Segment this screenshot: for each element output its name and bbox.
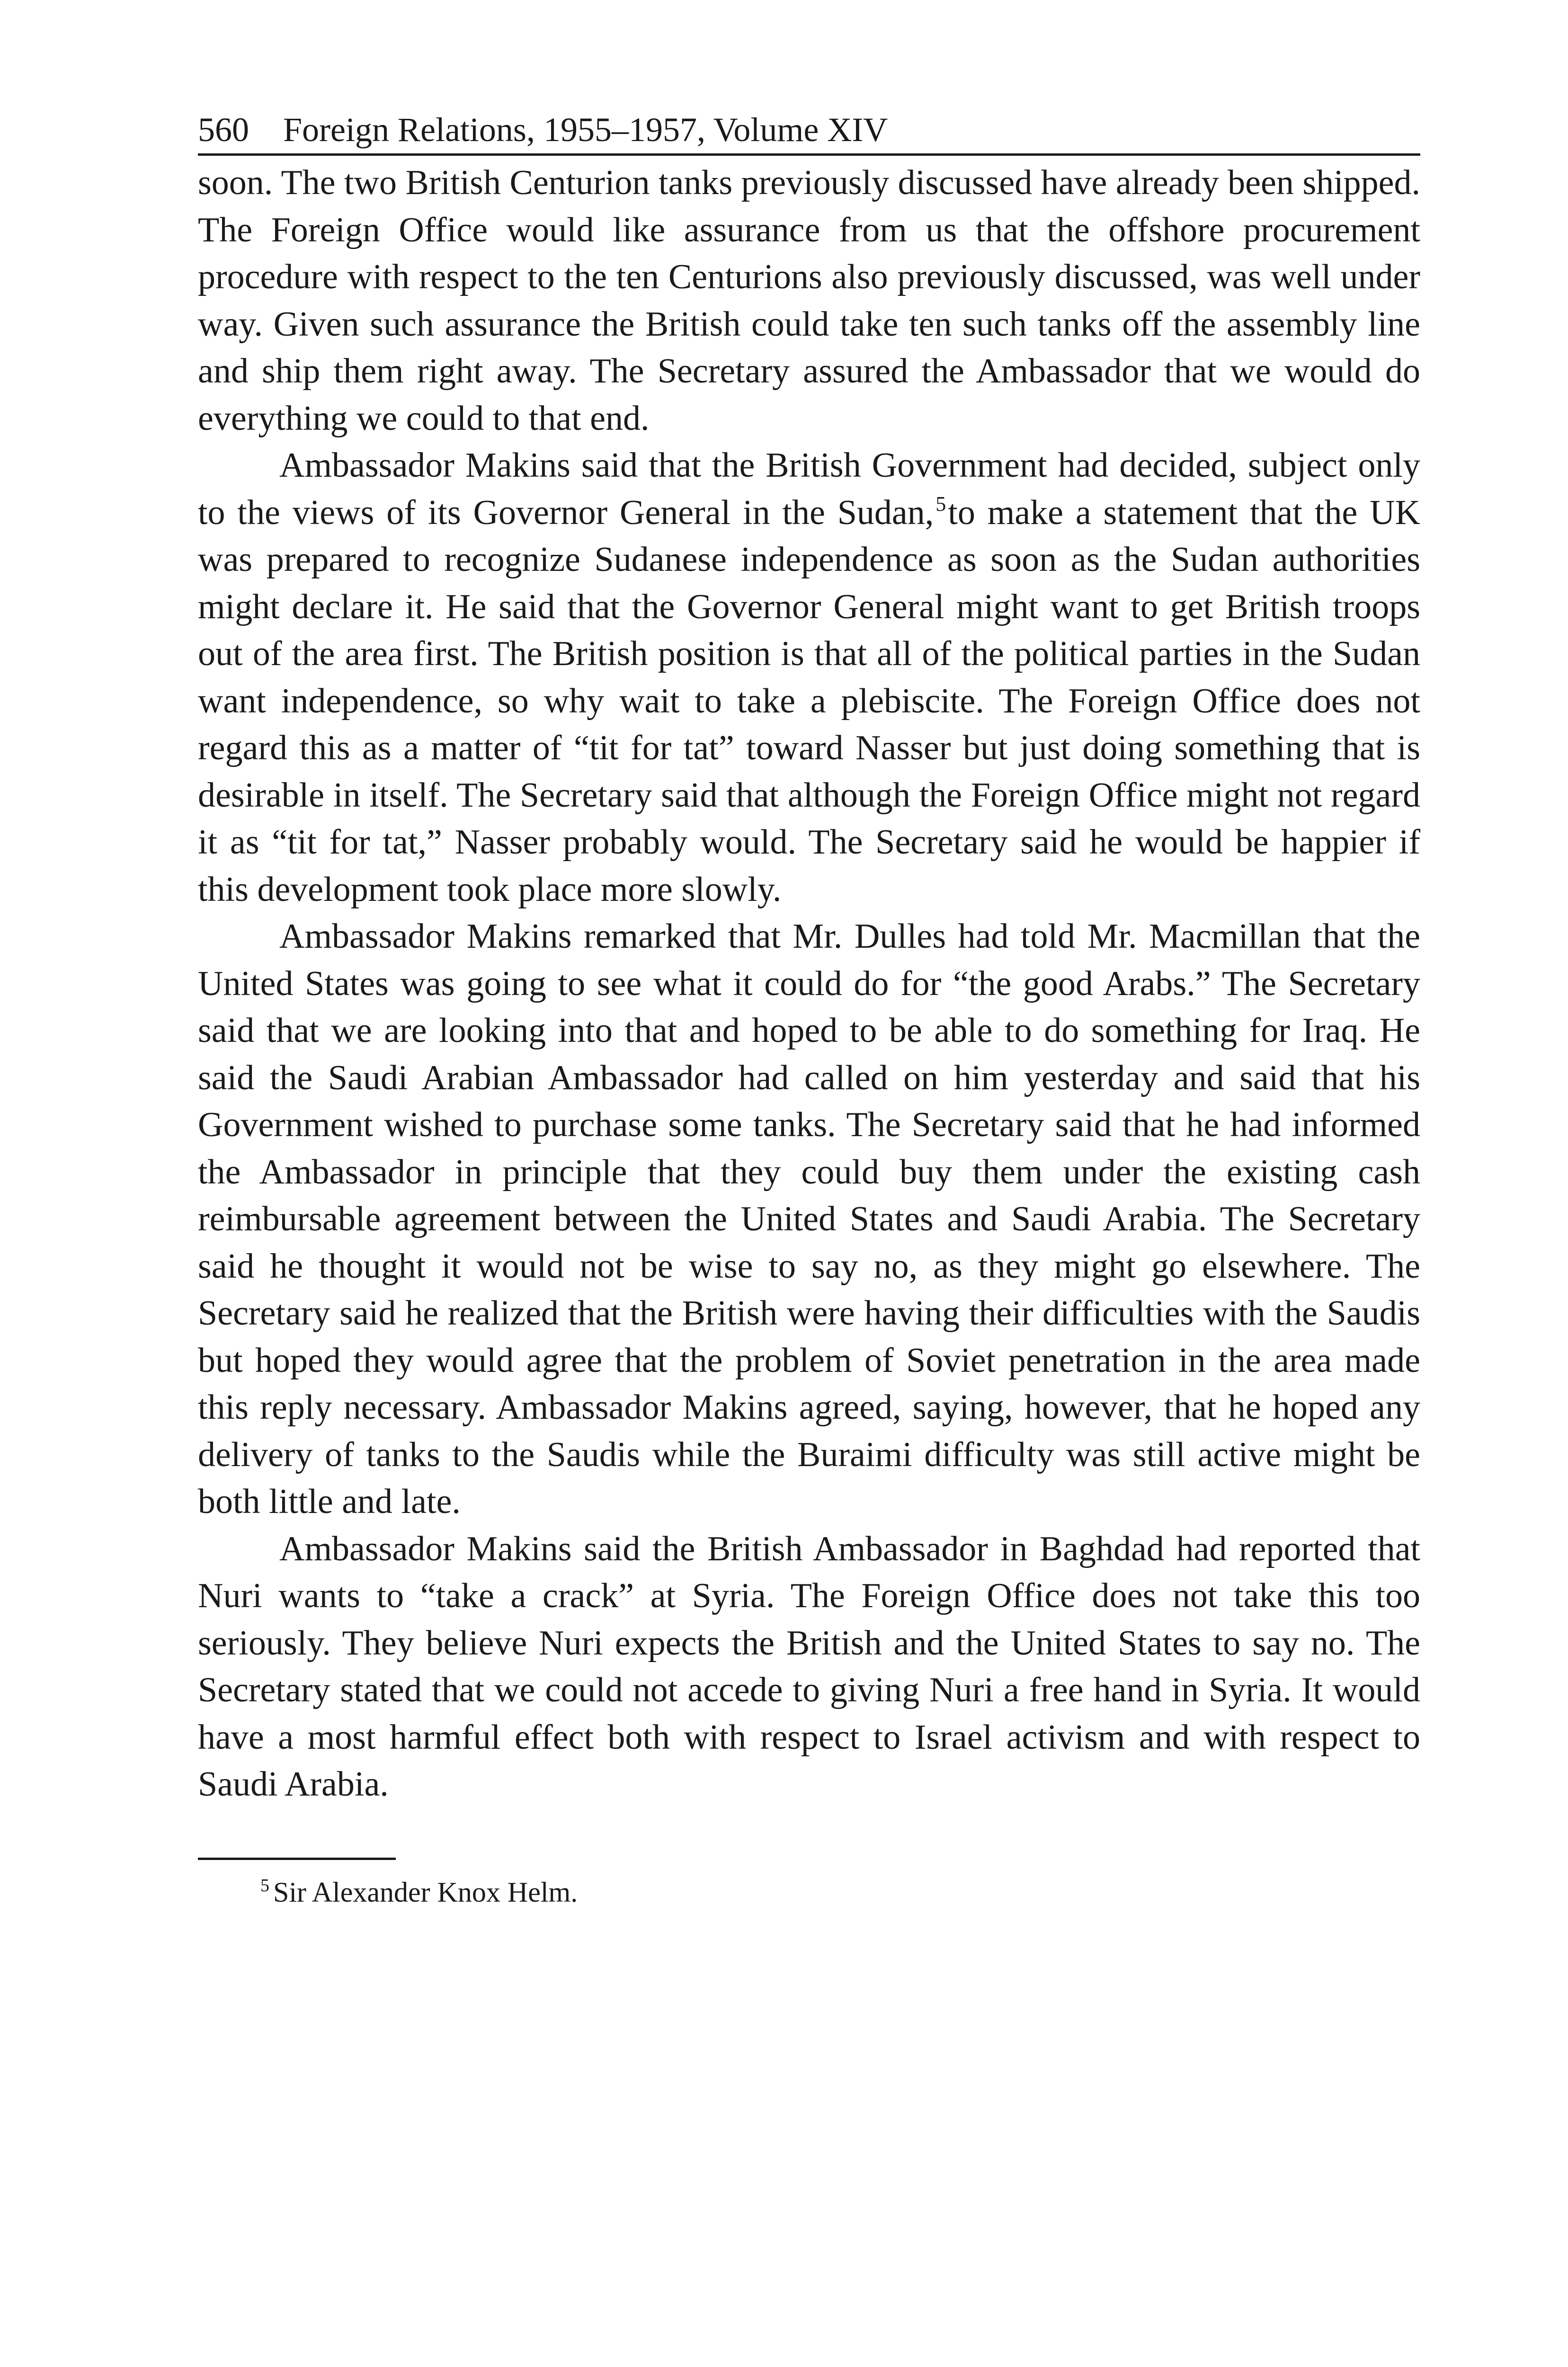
document-page xyxy=(198,108,1420,1911)
paragraph-2-text-before-ref: Ambassador Makins said that the British Government had decided, subject only to the views of its Governor General in the Sudan, xyxy=(198,446,1420,532)
running-head xyxy=(198,108,1420,156)
footnote-reference[interactable]: 5 xyxy=(935,492,946,516)
footnote-divider xyxy=(198,1858,396,1860)
footnote-text: Sir Alexander Knox Helm. xyxy=(273,1876,578,1908)
body-text xyxy=(198,160,1420,1808)
paragraph-2-text-after-ref: to make a statement that the UK was prepared to recognize Sudanese independence as soon as the Sudan authorities might declare it. He said that the Governor General might want to get British troops out of the area first. The British position is that all of the political parties in the Sudan want independence, so why wait to take a plebiscite. The Foreign Office does not regard this as a matter of “tit for tat” toward Nasser but just doing something that is desirable in itself. The Secretary said that although the Foreign Office might not regard it as “tit for tat,” Nasser probably would. The Secretary said he would be happier if this development took place more slowly. xyxy=(198,493,1420,909)
paragraph-2 xyxy=(198,442,1420,913)
paragraph-4: Ambassador Makins said the British Ambassador in Baghdad had reported that Nuri wants to “take a crack” at Syria. The Foreign Office does not take this too seriously. They believe Nuri expects the British and the United States to say no. The Secretary stated that we could not accede to giving Nuri a free hand in Syria. It would have a most harmful effect both with respect to Israel activism and with respect to Saudi Arabia. xyxy=(198,1529,1420,1804)
footnote-marker: 5 xyxy=(260,1875,269,1895)
page-number: 560 xyxy=(198,111,249,149)
paragraph-1: soon. The two British Centurion tanks previously discussed have already been shipped. The Foreign Office would like assurance from us that the offshore procurement procedure with respect to the ten Centurions also previously discussed, was well under way. Given such assurance the British could take ten such tanks off the assembly line and ship them right away. The Secretary assured the Ambassador that we would do everything we could to that end. xyxy=(198,163,1421,438)
footnote xyxy=(260,1873,1420,1911)
running-title: Foreign Relations, 1955–1957, Volume XIV xyxy=(283,111,888,149)
paragraph-3: Ambassador Makins remarked that Mr. Dulles had told Mr. Macmillan that the United States was going to see what it could do for “the good Arabs.” The Secretary said that we are looking into that and hoped to be able to do something for Iraq. He said the Saudi Arabian Ambassador had called on him yesterday and said that his Government wished to purchase some tanks. The Secretary said that he had informed the Ambassador in principle that they could buy them under the existing cash reimbursable agreement between the United States and Saudi Arabia. The Secretary said he thought it would not be wise to say no, as they might go elsewhere. The Secretary said he realized that the British were having their difficulties with the Saudis but hoped they would agree that the problem of Soviet penetration in the area made this reply necessary. Ambassador Makins agreed, saying, however, that he hoped any delivery of tanks to the Saudis while the Buraimi difficulty was still active might be both little and late. xyxy=(198,917,1420,1521)
